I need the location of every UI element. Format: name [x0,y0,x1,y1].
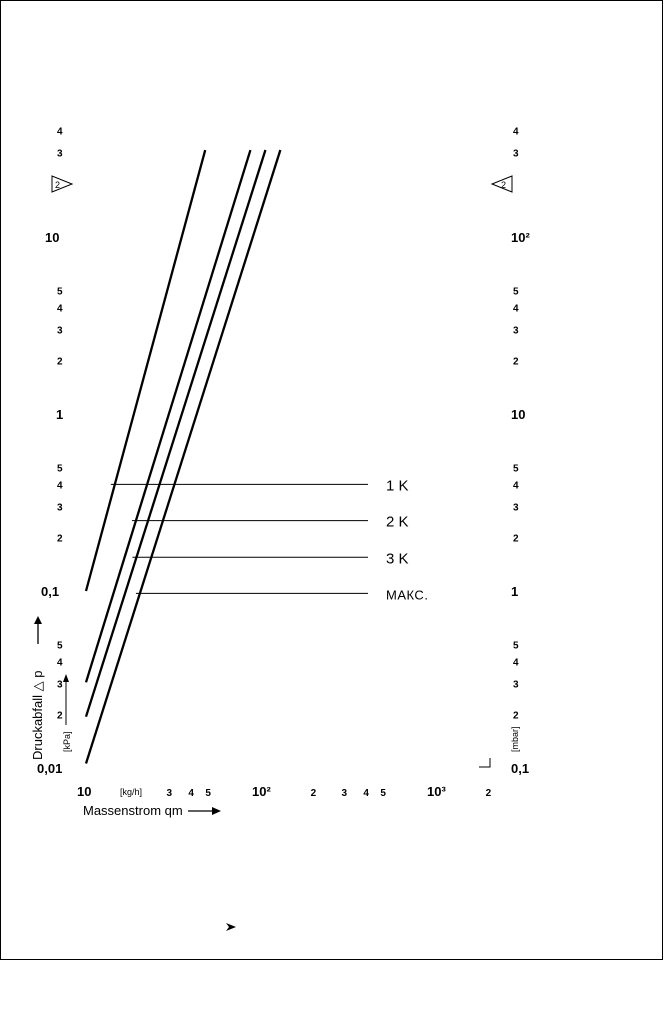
curve-line-4 [86,150,280,763]
y-left-tick-label-9: 4 [57,480,63,492]
y-right-tick-label-3: 3 [513,679,519,691]
left-axis-break-marker [52,176,72,192]
right-y-tick-labels [511,126,530,776]
y-left-tick-label-4: 4 [57,657,63,669]
y-unit-right [510,726,520,752]
y-right-tick-label-7: 2 [513,533,519,545]
y-right-tick-label-13: 3 [513,325,519,337]
curve-line-3 [86,150,265,717]
curve-line-2 [86,150,250,682]
y-right-tick-label-9: 4 [513,480,519,492]
small-arrowhead-icon [226,923,236,931]
y-right-tick-label-15: 5 [513,286,519,298]
y-unit-right-text: [mbar] [510,726,520,752]
y-axis-title-left [30,616,45,760]
series-label-2: 2 K [386,513,409,531]
y-left-tick-label-18: 4 [57,126,63,138]
x-tick-label-1: 10 [77,784,92,799]
series-labels [386,477,428,602]
y-right-tick-label-11: 10 [511,407,526,422]
y-axis-title-text: Druckabfall △ p [30,670,45,760]
y-right-tick-label-8: 3 [513,502,519,514]
x-tick-label-5: 10² [252,784,271,799]
y-left-tick-label-3: 3 [57,679,63,691]
y-right-tick-label-18: 4 [513,126,519,138]
series-label-3: 3 K [386,550,409,568]
series-label-4: МАКС. [386,587,429,603]
curves-layer [86,150,280,763]
x-unit: [kg/h] [120,787,143,797]
x-tick-label-11: 2 [485,788,492,799]
x-tick-label-3: 4 [188,788,194,799]
x-tick-label-8: 4 [363,788,369,799]
y-left-tick-label-7: 2 [57,533,63,545]
y-right-tick-label-14: 4 [513,303,519,315]
y-left-tick-label-12: 2 [57,356,63,368]
x-axis-title-arrow [188,807,221,815]
x-tick-label-6: 2 [310,788,317,799]
y-right-tick-label-10: 5 [513,463,519,475]
y-right-tick-label-17: 3 [513,148,519,160]
x-tick-label-9: 5 [380,788,386,799]
y-left-tick-label-2: 2 [57,710,63,722]
y-left-tick-label-1: 0,01 [37,761,63,776]
y-unit-left-arrow [63,674,69,725]
y-right-tick-label-2: 2 [513,710,519,722]
y-left-tick-label-14: 4 [57,303,63,315]
leader-lines-layer [111,484,368,593]
y-unit-left-text: [kPa] [62,731,72,752]
y-right-tick-label-6: 1 [511,584,519,599]
y-left-tick-label-16: 10 [45,230,60,245]
right-axis-break-marker [492,176,512,192]
y-left-tick-label-8: 3 [57,502,63,514]
y-right-tick-label-1: 0,1 [511,761,530,776]
y-unit-left [62,731,72,752]
y-right-tick-label-5: 5 [513,640,519,652]
svg-text:2: 2 [55,180,61,190]
x-tick-label-10: 10³ [427,784,446,799]
y-left-tick-label-15: 5 [57,286,63,298]
corner-mark [479,758,490,767]
svg-text:2: 2 [501,180,507,190]
y-right-tick-label-12: 2 [513,356,519,368]
y-left-tick-label-10: 5 [57,463,63,475]
x-axis-title: Massenstrom qm [83,803,183,818]
y-left-tick-label-17: 3 [57,148,63,160]
y-right-tick-label-4: 4 [513,657,519,669]
y-left-tick-label-6: 0,1 [41,584,60,599]
y-left-tick-label-11: 1 [56,407,64,422]
x-tick-label-4: 5 [205,788,211,799]
series-label-1: 1 K [386,477,409,495]
x-tick-label-2: 3 [166,788,173,799]
y-left-tick-label-5: 5 [57,640,63,652]
y-left-tick-label-13: 3 [57,325,63,337]
y-right-tick-label-16: 10² [511,230,530,245]
x-tick-label-7: 3 [341,788,348,799]
